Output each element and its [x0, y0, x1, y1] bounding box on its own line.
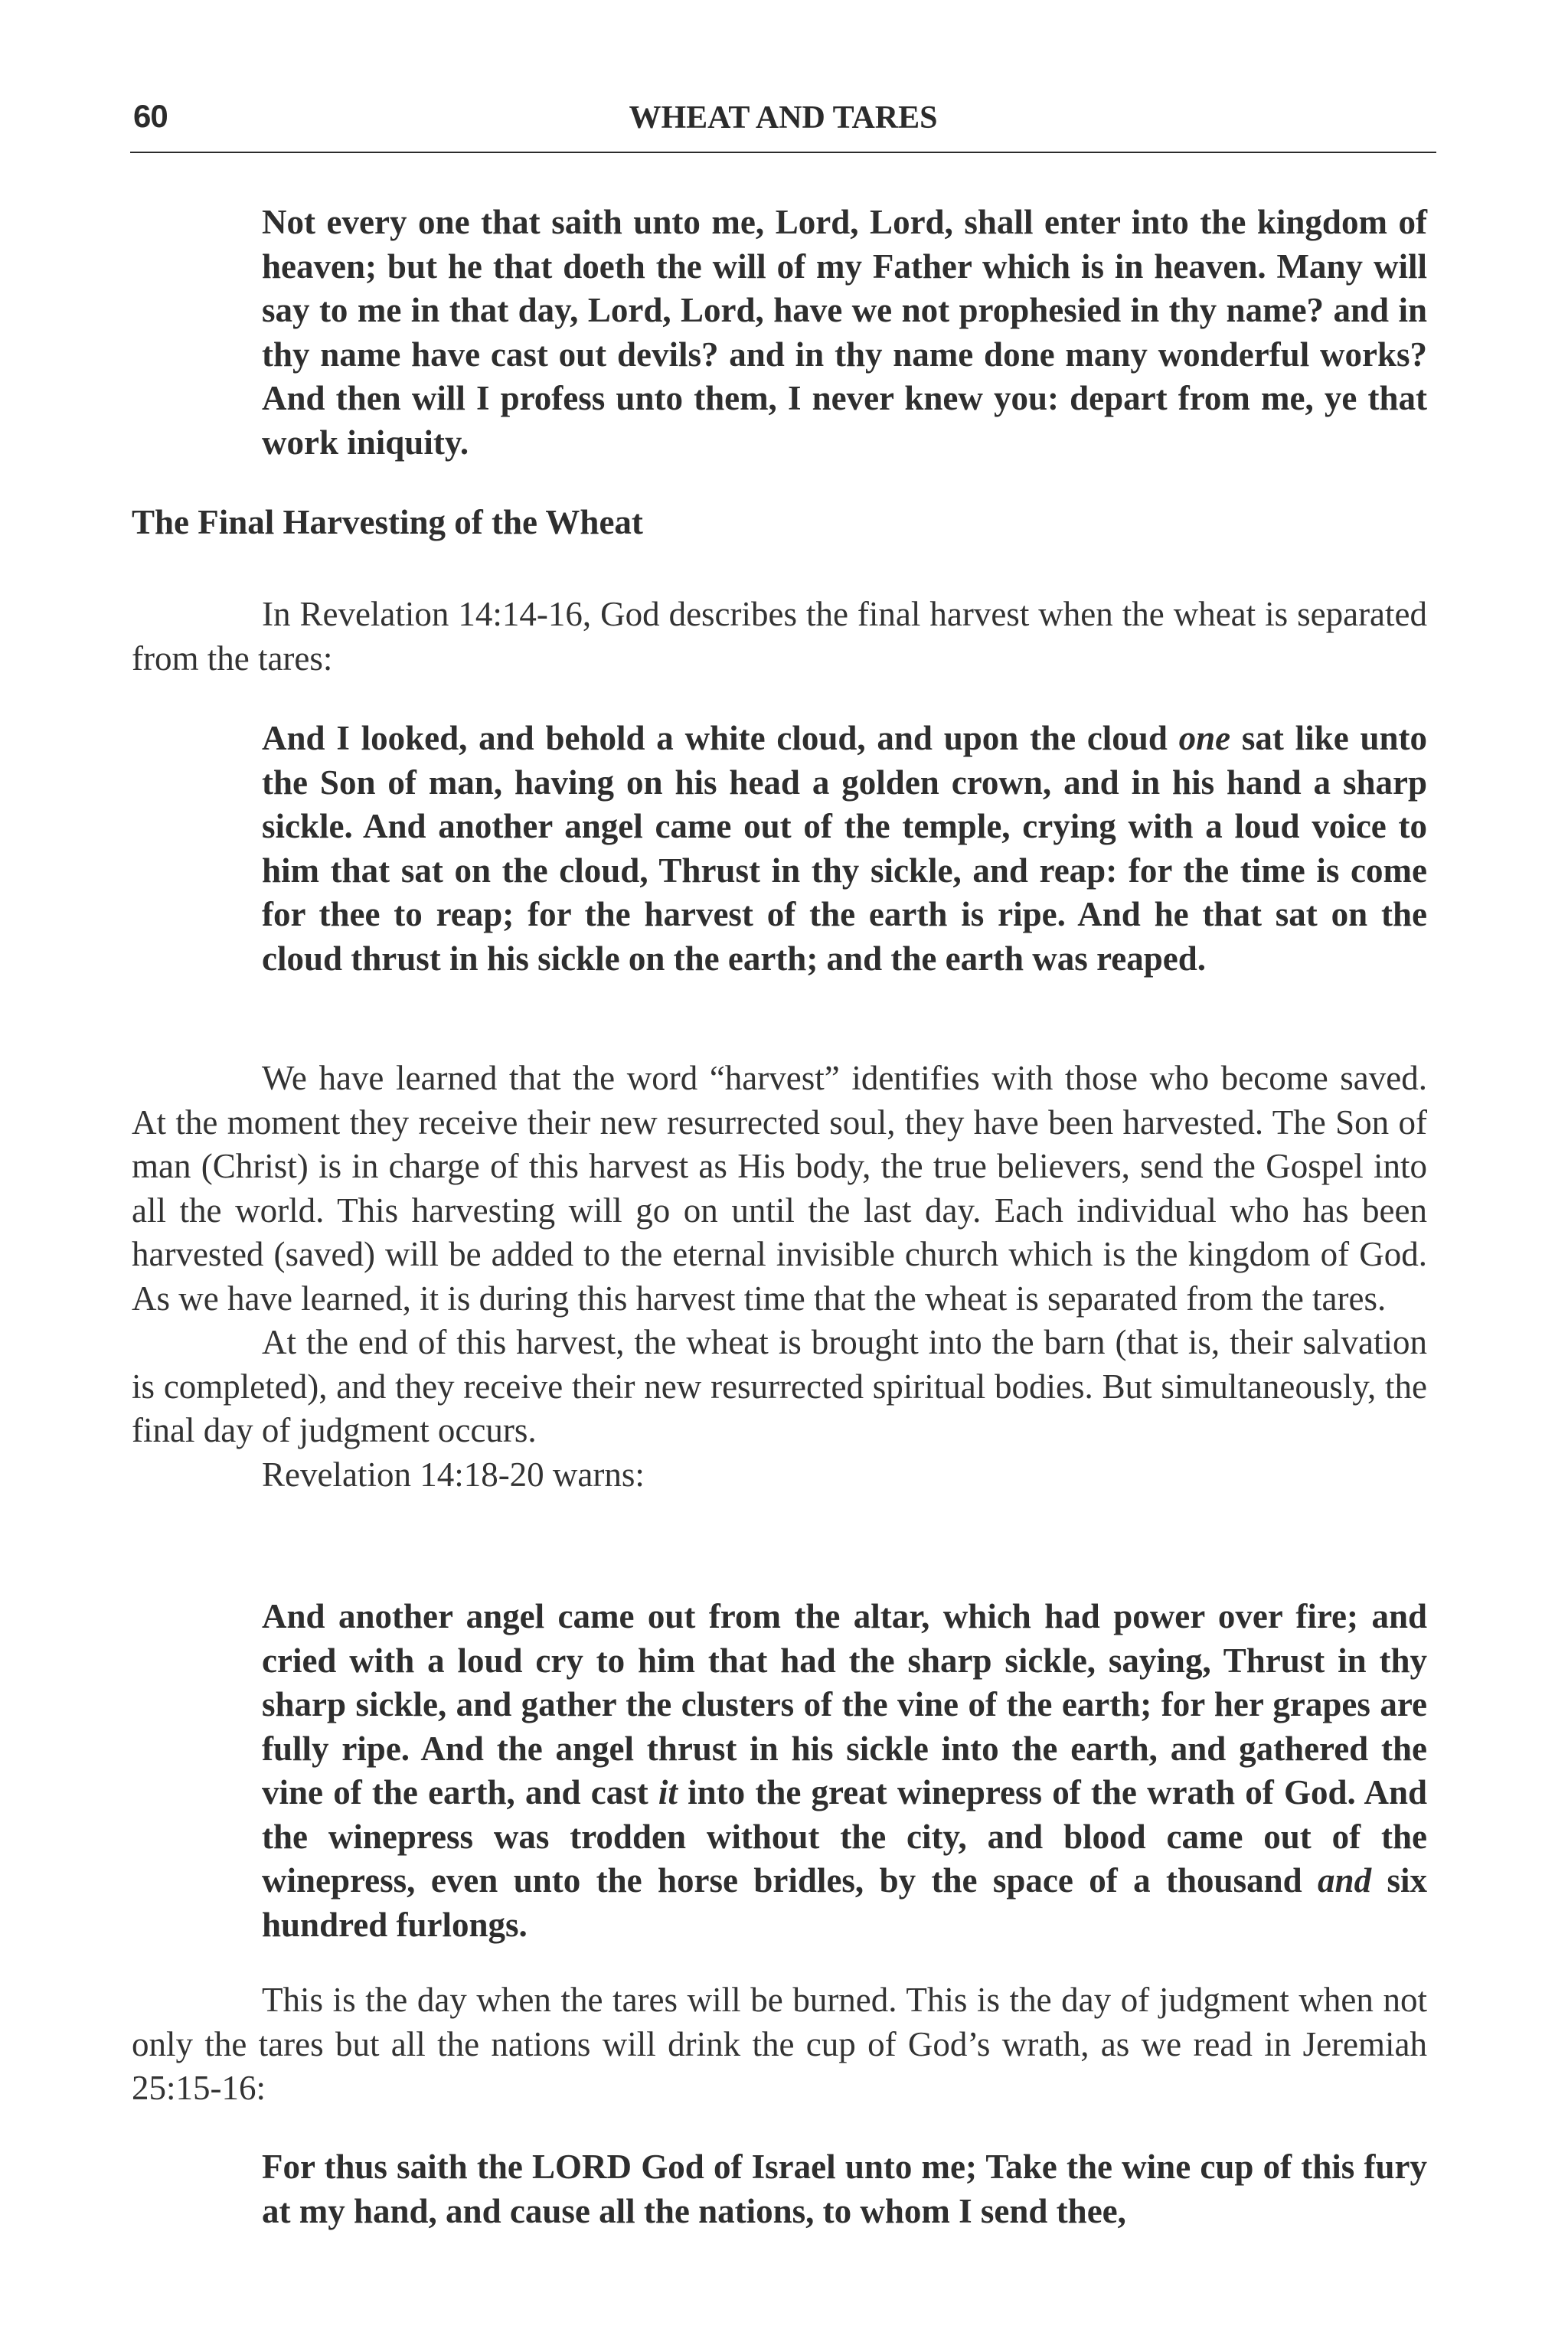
- quote-text: Not every one that saith unto me, Lord, Lord, shall enter into the kingdom of heaven; but he that doeth the will of my Father which is in heaven. Many will say to me in that day, Lord, Lord, have we not prophesied in thy name? and in thy name have cast out devils? and in thy name done many wonderful works? And then will I profess unto them, I never knew you: depart from me, ye that work iniquity.: [262, 203, 1427, 462]
- paragraph-text: At the end of this harvest, the wheat is brought into the barn (that is, their salvation is completed), and they receive their new resurrected spiritual bodies. But simultaneously, the final day of judgment occurs.: [132, 1323, 1427, 1449]
- italic-word: and: [1318, 1861, 1372, 1900]
- quote-text: And another angel came out from the altar, which had power over fire; and cried with a loud cry to him that had the sharp sickle, saying, Thrust in thy sharp sickle, and gather the clusters of the vine of the earth; for her grapes are fully ripe. And the angel thrust in his sickle into the earth, and gathered the vine of the earth, and cast it into the great winepress of the wrath of God. And the winepress was trodden without the city, and blood came out of the winepress, even unto the horse bridles, by the space of a thousand and six hundred furlongs.: [262, 1597, 1427, 1944]
- section-heading: The Final Harvesting of the Wheat: [132, 503, 643, 541]
- quote-text: For thus saith the LORD God of Israel unto me; Take the wine cup of this fury at my hand, and cause all the nations, to whom I send thee,: [262, 2148, 1427, 2230]
- quote-text: And I looked, and behold a white cloud, and upon the cloud one sat like unto the Son of man, having on his head a golden crown, and in his hand a sharp sickle. And another angel came out of the temple, crying with a loud voice to him that sat on the cloud, Thrust in thy sickle, and reap: for the time is come for thee to reap; for the harvest of the earth is ripe. And he that sat on the cloud thrust in his sickle on the earth; and the earth was reaped.: [262, 719, 1427, 978]
- paragraph-text: This is the day when the tares will be burned. This is the day of judgment when not only the tares but all the nations will drink the cup of God’s wrath, as we read in Jeremiah 25:15-16:: [132, 1981, 1427, 2107]
- running-title: WHEAT AND TARES: [629, 100, 938, 136]
- body-paragraphs-harvest: [132, 1057, 1427, 1497]
- block-quote-revelation-14-14: [262, 717, 1427, 981]
- page-header: [130, 98, 1436, 153]
- paragraph-text: We have learned that the word “harvest” identifies with those who become saved. At the moment they receive their new resurrected soul, they have been harvested. The Son of man (Christ) is in charge of this harvest as His body, the true believers, send the Gospel into all the world. This harvesting will go on until the last day. Each individual who has been harvested (saved) will be added to the eternal invisible church which is the kingdom of God. As we have learned, it is during this harvest time that the wheat is separated from the tares.: [132, 1059, 1427, 1318]
- italic-word: it: [658, 1773, 678, 1811]
- body-paragraph-intro: [132, 593, 1427, 681]
- body-paragraph-day-of-judgment: [132, 1978, 1427, 2111]
- italic-word: one: [1178, 719, 1231, 757]
- block-quote-matthew: [262, 201, 1427, 465]
- block-quote-revelation-14-18: [262, 1595, 1427, 1947]
- paragraph-text: Revelation 14:18-20 warns:: [262, 1455, 645, 1494]
- block-quote-jeremiah: [262, 2145, 1427, 2233]
- page-number: 60: [133, 98, 168, 134]
- paragraph-text: In Revelation 14:14-16, God describes the final harvest when the wheat is separated from the tares:: [132, 595, 1427, 678]
